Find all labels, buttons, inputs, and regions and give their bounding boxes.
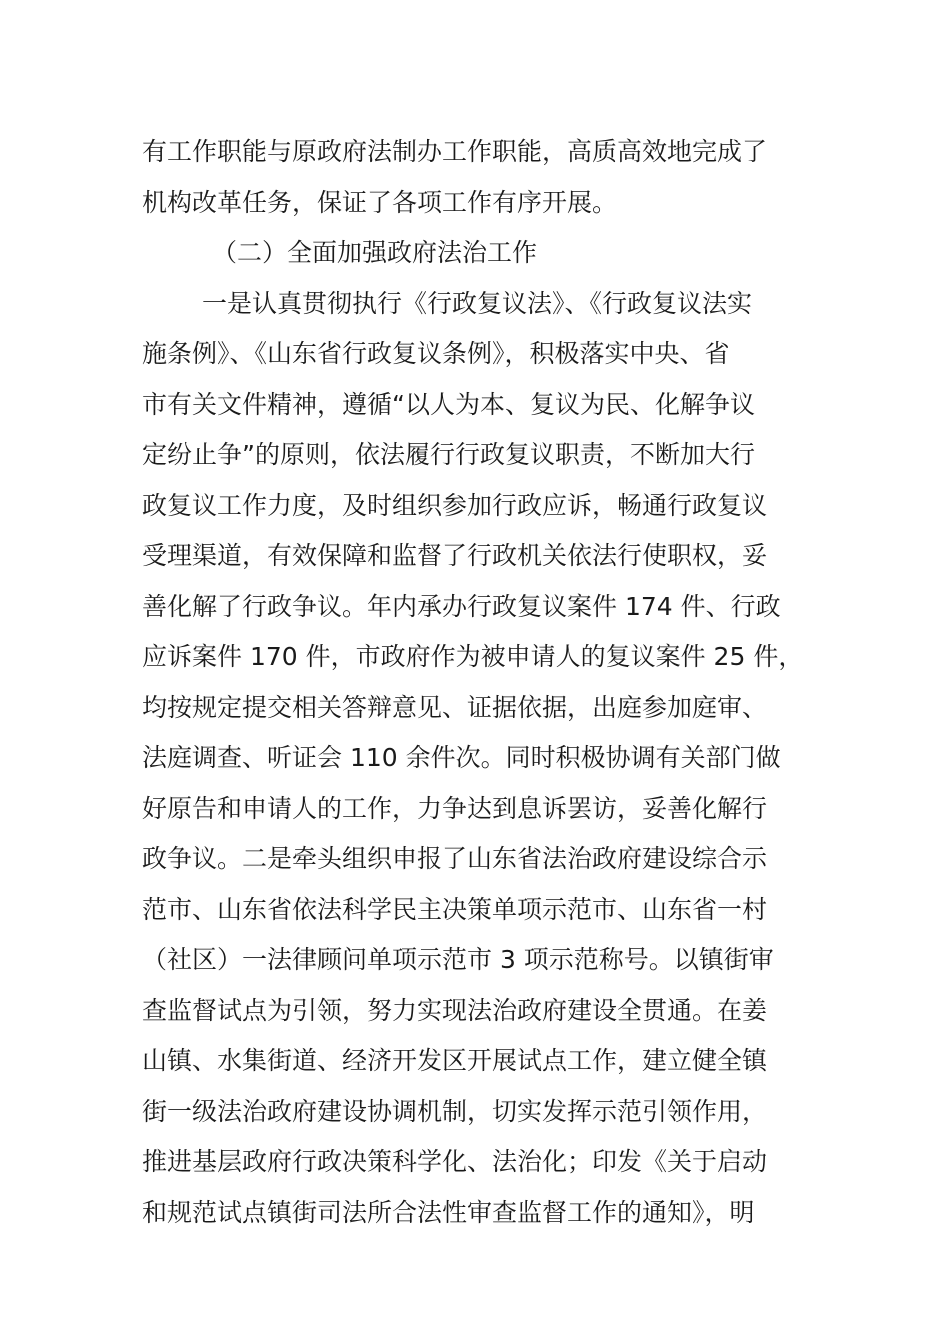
text-line: 有工作职能与原政府法制办工作职能，高质高效地完成了 (142, 137, 768, 166)
text-line: 受理渠道，有效保障和监督了行政机关依法行使职权，妥 (142, 541, 768, 570)
section-heading: （二）全面加强政府法治工作 (212, 238, 538, 267)
text-line: 施条例》、《山东省行政复议条例》，积极落实中央、省 (142, 339, 730, 368)
text-line: 应诉案件 170 件，市政府作为被申请人的复议案件 25 件， (142, 642, 804, 671)
text-line: 机构改革任务，保证了各项工作有序开展。 (142, 187, 618, 217)
text-line: 均按规定提交相关答辩意见、证据依据，出庭参加庭审、 (142, 692, 768, 722)
text-line: 善化解了行政争议。年内承办行政复议案件 174 件、行政 (142, 591, 781, 621)
text-line: 推进基层政府行政决策科学化、法治化；印发《关于启动 (142, 1147, 768, 1176)
text-line: 定纷止争”的原则，依法履行行政复议职责，不断加大行 (142, 440, 755, 469)
text-line: 政复议工作力度，及时组织参加行政应诉，畅通行政复议 (142, 490, 768, 520)
text-line: 查监督试点为引领，努力实现法治政府建设全贯通。在姜 (142, 995, 768, 1025)
body-text (142, 127, 822, 1238)
text-line: 市有关文件精神，遵循“以人为本、复议为民、化解争议 (142, 389, 755, 419)
paragraph-first-line: 一是认真贯彻执行《行政复议法》、《行政复议法实 (202, 288, 753, 318)
text-line: 法庭调查、听证会 110 余件次。同时积极协调有关部门做 (142, 743, 781, 772)
text-line: 和规范试点镇街司法所合法性审查监督工作的通知》，明 (142, 1197, 755, 1227)
text-line: 好原告和申请人的工作，力争达到息诉罢访，妥善化解行 (142, 793, 768, 823)
text-line: （社区）一法律顾问单项示范市 3 项示范称号。以镇街审 (142, 945, 774, 974)
text-line: 山镇、水集街道、经济开发区开展试点工作，建立健全镇 (142, 1046, 768, 1075)
text-line: 范市、山东省依法科学民主决策单项示范市、山东省一村 (142, 894, 768, 924)
text-line: 街一级法治政府建设协调机制，切实发挥示范引领作用， (142, 1096, 768, 1126)
text-line: 政争议。二是牵头组织申报了山东省法治政府建设综合示 (142, 844, 768, 873)
